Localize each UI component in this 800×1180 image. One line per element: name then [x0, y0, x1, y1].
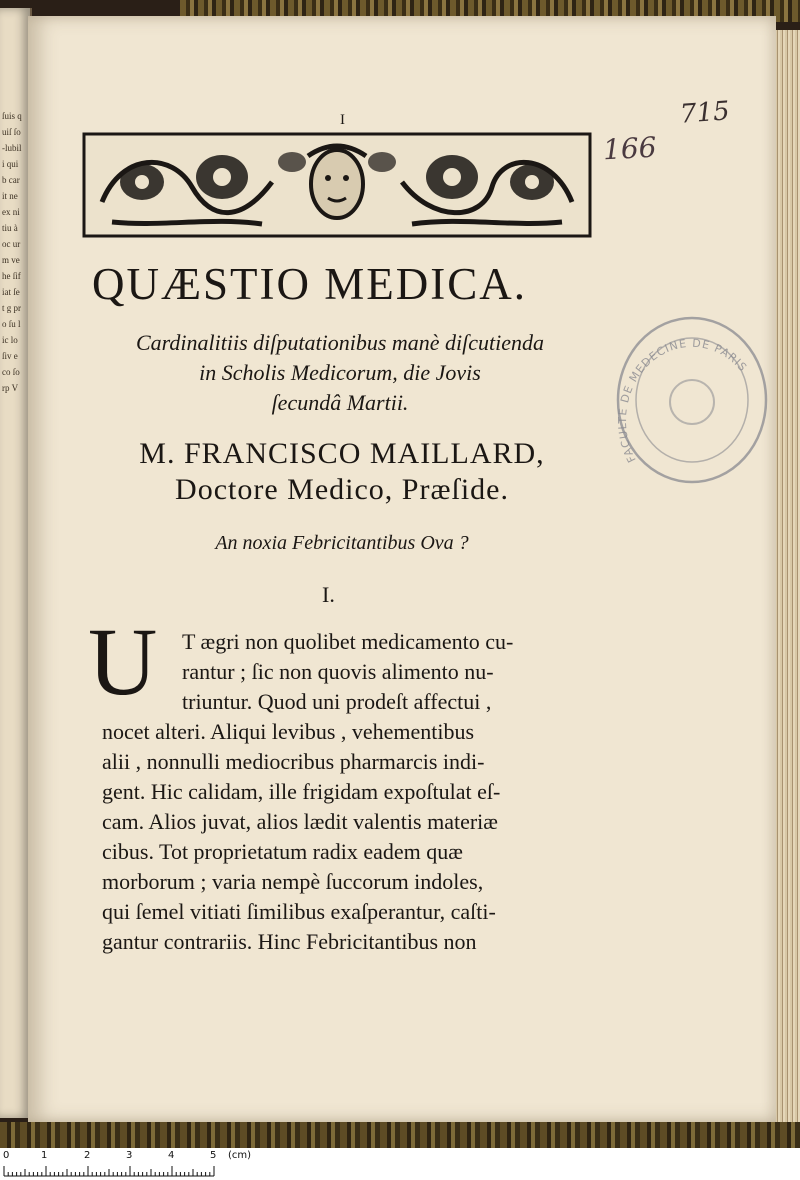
question-heading: An noxia Febricitantibus Ova ?: [215, 532, 469, 554]
body-line: morborum ; varia nempè ſuccorum indoles,: [102, 869, 484, 894]
ruler-unit: (cm): [228, 1150, 252, 1161]
ruler-label: 2: [84, 1150, 91, 1161]
ruler-label: 5: [210, 1150, 217, 1161]
subtitle-line: in Scholis Medicorum, die Jovis: [199, 360, 481, 385]
handwritten-folio: 715: [679, 96, 731, 130]
page-number: I: [340, 112, 345, 128]
ruler-label: 4: [168, 1150, 175, 1161]
library-stamp: [612, 310, 772, 490]
left-page-edge-text: ſuis quiſ ſo-lubili quib carit ne ex nitiu à oc ur m vehe ſifiat ſet g pro ſu lic lo ſiv e co ſorp V: [2, 111, 22, 393]
body-line: rantur ; ſic non quovis alimento nu-: [182, 659, 494, 684]
ruler-label: 0: [3, 1150, 10, 1161]
subtitle-line: ſecundâ Martii.: [271, 390, 409, 415]
presider-name: M. FRANCISCO MAILLARD,: [139, 437, 545, 470]
body-line: gantur contrariis. Hinc Febricitantibus non: [102, 929, 477, 954]
ruler-label: 3: [126, 1150, 133, 1161]
body-line: triuntur. Quod uni prodeſt affectui ,: [182, 689, 492, 714]
body-line: gent. Hic calidam, ille frigidam expoſtulat eſ-: [102, 779, 501, 804]
section-number: I.: [322, 582, 335, 607]
drop-cap: U: [88, 608, 158, 715]
measurement-ruler: [0, 1148, 800, 1180]
handwritten-page-number: 166: [602, 130, 658, 167]
bottom-binding: [0, 1122, 800, 1148]
stamp-text: FACULTE DE MEDECINE DE PARIS: [615, 336, 750, 465]
ornament-headpiece: [82, 132, 592, 238]
ruler-ticks: [0, 1162, 230, 1178]
document-title: QUÆSTIO MEDICA.: [92, 259, 527, 309]
body-line: cibus. Tot proprietatum radix eadem quæ: [102, 839, 463, 864]
body-line: qui ſemel vitiati ſimilibus exaſperantur, caſti-: [102, 899, 496, 924]
presider-title: Doctore Medico, Præſide.: [175, 473, 509, 506]
body-line: alii , nonnulli mediocribus pharmarcis indi-: [102, 749, 485, 774]
body-line: cam. Alios juvat, alios lædit valentis materiæ: [102, 809, 498, 834]
subtitle-block: [90, 328, 590, 418]
body-line: nocet alteri. Aliqui levibus , vehementibus: [102, 719, 475, 744]
body-line: T ægri non quolibet medicamento cu-: [182, 629, 514, 654]
ruler-label: 1: [41, 1150, 48, 1161]
subtitle-line: Cardinalitiis diſputationibus manè diſcutienda: [135, 330, 545, 355]
presider-block: [92, 436, 592, 508]
